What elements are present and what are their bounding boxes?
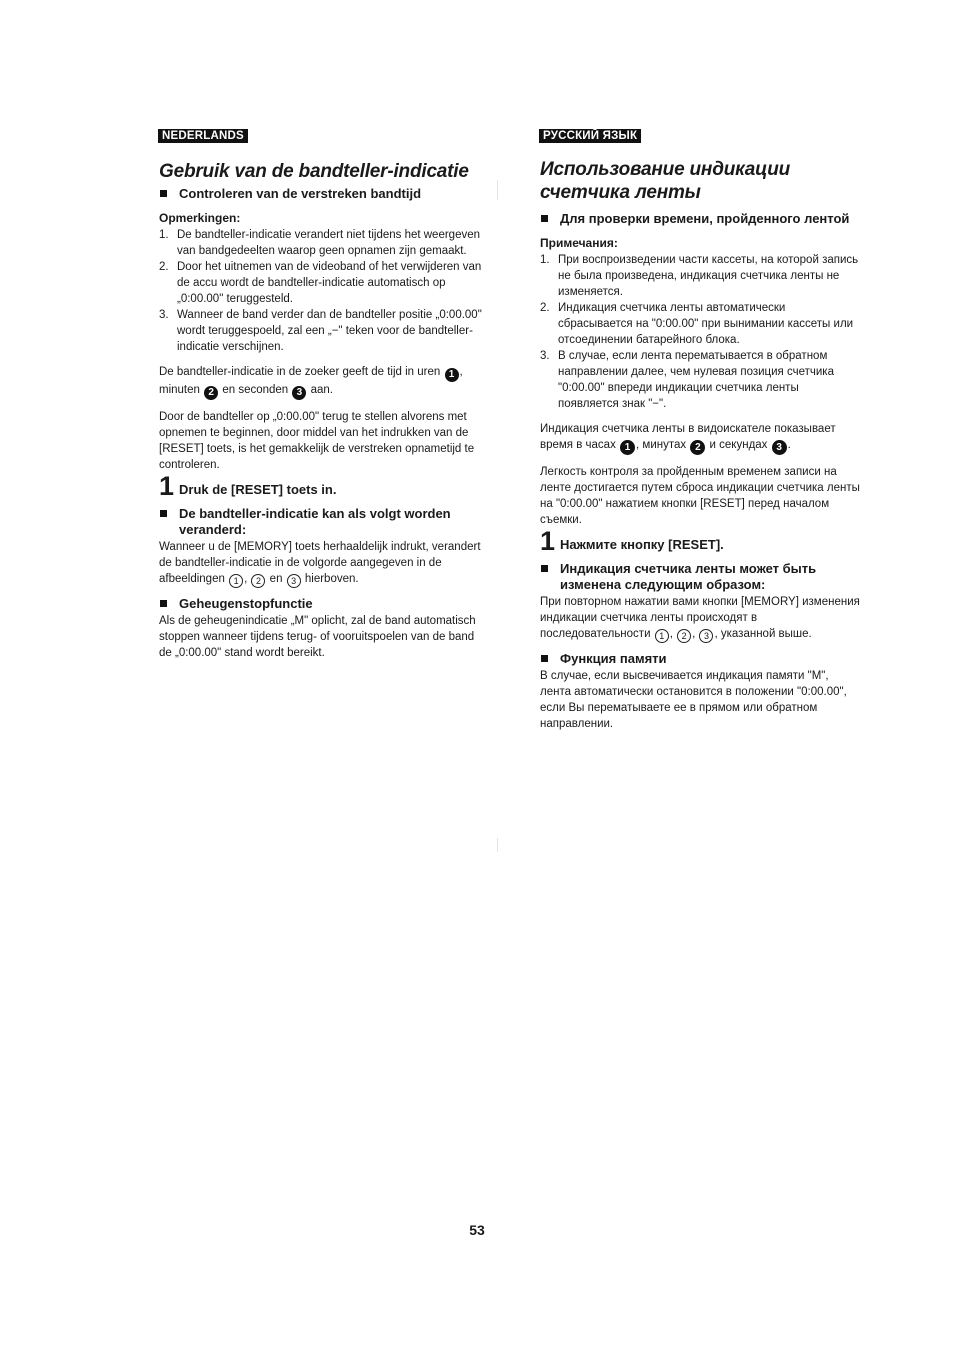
marker-2-icon: 2 xyxy=(204,386,218,400)
subheading-memory-stop: Функция памяти xyxy=(540,651,860,667)
figure-2-icon: 2 xyxy=(251,574,265,588)
note-item: 1. De bandteller-indicatie verandert niet tijdens het weergeven van bandgedeelten waarop geen opnamen zijn gemaakt. xyxy=(159,229,481,257)
language-badge: NEDERLANDS xyxy=(158,129,248,143)
dutch-column xyxy=(159,126,484,661)
figure-1-icon: 1 xyxy=(655,629,669,643)
note-item: 3. Wanneer de band verder dan de bandteller positie „0:00.00" wordt teruggespoeld, zal een „−" teken voor de bandteller-indicatie verschijnen. xyxy=(159,309,482,353)
notes-heading: Opmerkingen: xyxy=(159,211,241,225)
marker-3-icon: 3 xyxy=(292,386,306,400)
figure-3-icon: 3 xyxy=(699,629,713,643)
step-text: Druk de [RESET] toets in. xyxy=(179,482,337,497)
viewfinder-paragraph: De bandteller-indicatie in de zoeker geeft de tijd in uren 1 , minuten 2 en seconden 3 aan. xyxy=(159,366,463,398)
step-number: 1 xyxy=(540,526,556,556)
notes-list xyxy=(159,227,484,355)
subheading-check-time: Для проверки времени, пройденного лентой xyxy=(540,211,860,227)
step-1 xyxy=(159,471,484,501)
section-title: Использование индикации счетчика ленты xyxy=(540,159,791,203)
russian-column xyxy=(540,126,860,732)
reset-paragraph: Легкость контроля за пройденным временем записи на ленте достигается путем сброса индикации счетчика ленты на "0:00.00" нажатием кнопки [RESET] перед началом съемки. xyxy=(540,466,860,526)
memory-paragraph: Wanneer u de [MEMORY] toets herhaaldelijk indrukt, verandert de bandteller-indicatie in de volgorde aangegeven in de afbeeldingen 1 , 2 en 3 hierboven. xyxy=(159,541,481,586)
note-item: 1. При воспроизведении части кассеты, на которой запись не была произведена, индикация счетчика ленты не изменяется. xyxy=(540,254,859,298)
memory-paragraph: При повторном нажатии вами кнопки [MEMORY] изменения индикации счетчика ленты происходят в последовательности 1 , 2 , 3 , указанной выше. xyxy=(540,596,860,641)
note-item: 2. Индикация счетчика ленты автоматически сбрасывается на "0:00.00" при вынимании кассеты или отсоединении батарейного блока. xyxy=(540,302,854,346)
subheading-change: Индикация счетчика ленты может быть изменена следующим образом: xyxy=(540,561,860,593)
subheading-check-time: Controleren van de verstreken bandtijd xyxy=(159,186,484,202)
memory-stop-paragraph: Als de geheugenindicatie „M" oplicht, zal de band automatisch stoppen wanneer tijdens terug- of vooruitspoelen van de band de „0:00.00" stand wordt bereikt. xyxy=(159,615,476,659)
viewfinder-paragraph: Индикация счетчика ленты в видоискателе показывает время в часах 1 , минутах 2 и секундах 3 . xyxy=(540,423,836,453)
notes-heading: Примечания: xyxy=(540,236,618,250)
notes-list xyxy=(540,252,860,412)
figure-2-icon: 2 xyxy=(677,629,691,643)
marker-2-icon: 2 xyxy=(690,440,705,455)
step-number: 1 xyxy=(159,471,175,501)
marker-3-icon: 3 xyxy=(772,440,787,455)
figure-3-icon: 3 xyxy=(287,574,301,588)
marker-1-icon: 1 xyxy=(620,440,635,455)
subheading-memory-stop: Geheugenstopfunctie xyxy=(159,596,484,612)
step-text: Нажмите кнопку [RESET]. xyxy=(560,537,724,552)
page-number: 53 xyxy=(469,1222,485,1238)
language-badge: РУССКИЙ ЯЗЫК xyxy=(539,129,641,143)
section-title: Gebruik van de bandteller-indicatie xyxy=(159,161,469,182)
column-divider-lower xyxy=(497,838,498,852)
memory-stop-paragraph: В случае, если высвечивается индикация памяти "M", лента автоматически остановится в положении "0:00.00", если Вы перематываете ее в прямом или обратном направлении. xyxy=(540,670,847,730)
reset-paragraph: Door de bandteller op „0:00.00" terug te stellen alvorens met opnemen te beginnen, door middel van het indrukken van de [RESET] toets, is het gemakkelijk de verstreken opnametijd te controleren. xyxy=(159,411,475,471)
note-item: 2. Door het uitnemen van de videoband of het verwijderen van de accu wordt de bandteller-indicatie automatisch op „0:00.00" teruggesteld. xyxy=(159,261,482,305)
subheading-change: De bandteller-indicatie kan als volgt worden veranderd: xyxy=(159,506,484,538)
figure-1-icon: 1 xyxy=(229,574,243,588)
marker-1-icon: 1 xyxy=(445,368,459,382)
note-item: 3. В случае, если лента перематывается в обратном направлении далее, чем нулевая позиция счетчика "0:00.00" впереди индикации счетчика ленты появляется знак "−". xyxy=(540,350,834,410)
column-divider xyxy=(497,180,498,200)
step-1 xyxy=(540,526,860,556)
